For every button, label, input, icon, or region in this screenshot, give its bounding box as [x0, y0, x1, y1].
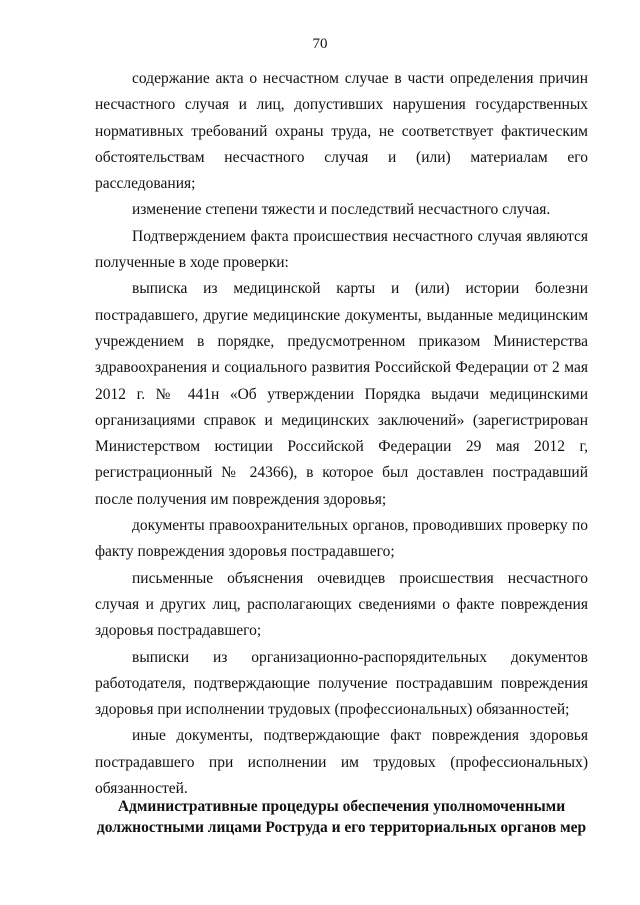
- page-number: 70: [312, 36, 328, 52]
- paragraph: изменение степени тяжести и последствий несчастного случая.: [132, 201, 551, 219]
- paragraph: Подтверждением факта происшествия несчастного случая являются полученные в ходе проверки:: [95, 227, 588, 272]
- paragraph: выписка из медицинской карты и (или) истории болезни пострадавшего, другие медицинские документы, выданные медицинским учреждением в порядке, предусмотренном приказом Министерства здравоохранения и социального развития Российской Федерации от 2 мая 2012 г. № 441н «Об утверждении Порядка выдачи медицинскими организациями справок и медицинских заключений» (зарегистрирован Министерством юстиции Российской Федерации 29 мая 2012 г, регистрационный № 24366), в которое был доставлен пострадавший после получения им повреждения здоровья;: [95, 280, 588, 508]
- body-text: [95, 66, 588, 802]
- paragraph: письменные объяснения очевидцев происшествия несчастного случая и других лиц, располагающих сведениями о факте повреждения здоровья пострадавшего;: [95, 569, 588, 640]
- paragraph: выписки из организационно-распорядительных документов работодателя, подтверждающие получение пострадавшим повреждения здоровья при исполнении трудовых (профессиональных) обязанностей;: [95, 648, 588, 719]
- paragraph: содержание акта о несчастном случае в части определения причин несчастного случая и лиц, допустивших нарушения государственных нормативных требований охраны труда, не соответствует фактическим обстоятельствам несчастного случая и (или) материалам его расследования;: [95, 70, 588, 193]
- section-heading: Административные процедуры обеспечения уполномоченными должностными лицами Роструда и его территориальных органов мер: [96, 798, 587, 836]
- paragraph: документы правоохранительных органов, проводивших проверку по факту повреждения здоровья пострадавшего;: [95, 517, 588, 561]
- paragraph: иные документы, подтверждающие факт повреждения здоровья пострадавшего при исполнении им трудовых (профессиональных) обязанностей.: [95, 727, 588, 798]
